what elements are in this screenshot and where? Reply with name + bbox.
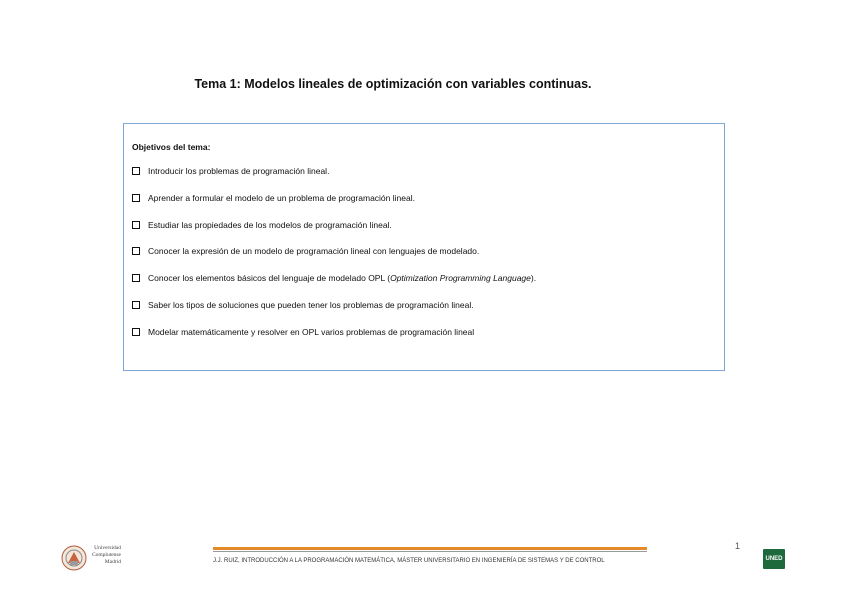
objectives-list xyxy=(132,166,536,354)
footer-divider-orange xyxy=(213,547,647,550)
ucm-name-line: Complutense xyxy=(91,552,121,558)
objective-text: Aprender a formular el modelo de un problema de programación lineal. xyxy=(148,192,415,203)
uned-logo: UNED xyxy=(763,549,785,569)
footer-divider-gray xyxy=(213,551,647,552)
objective-text: Conocer la expresión de un modelo de programación lineal con lenguajes de modelado. xyxy=(148,246,480,257)
objective-text: Introducir los problemas de programación lineal. xyxy=(148,166,330,176)
objective-text: Modelar matemáticamente y resolver en OPL varios problemas de programación lineal xyxy=(148,326,475,337)
objective-text-before: Conocer los elementos básicos del lenguaje de modelado OPL ( xyxy=(148,273,391,284)
list-item xyxy=(132,193,536,220)
list-item xyxy=(132,166,536,193)
objectives-heading: Objetivos del tema: xyxy=(132,142,211,152)
checkbox-bullet-icon xyxy=(132,194,140,202)
objective-text-after: ). xyxy=(530,273,537,284)
objective-text: Saber los tipos de soluciones que pueden tener los problemas de programación lineal. xyxy=(148,299,474,310)
objective-text xyxy=(148,273,536,283)
objectives-box xyxy=(123,123,725,371)
checkbox-bullet-icon xyxy=(132,247,140,255)
objective-text-italic: Optimization Programming Language xyxy=(390,273,531,284)
list-item xyxy=(132,273,536,300)
list-item xyxy=(132,327,536,354)
ucm-name-line: Madrid xyxy=(104,559,121,565)
objective-text: Estudiar las propiedades de los modelos de programación lineal. xyxy=(148,219,392,230)
list-item xyxy=(132,300,536,327)
checkbox-bullet-icon xyxy=(132,221,140,229)
list-item xyxy=(132,246,536,273)
checkbox-bullet-icon xyxy=(132,167,140,175)
checkbox-bullet-icon xyxy=(132,274,140,282)
checkbox-bullet-icon xyxy=(132,301,140,309)
list-item xyxy=(132,220,536,247)
ucm-name xyxy=(91,545,121,566)
ucm-name-line: Universidad xyxy=(94,545,121,551)
page-title: Tema 1: Modelos lineales de optimización con variables continuas. xyxy=(194,77,592,91)
footer-text: J.J. RUIZ, INTRODUCCIÓN A LA PROGRAMACIÓN MATEMÁTICA, MÁSTER UNIVERSITARIO EN INGENIERÍA DE SISTEMAS Y DE CONTROL xyxy=(213,558,605,564)
page-number: 1 xyxy=(735,541,741,551)
ucm-logo xyxy=(59,543,131,573)
checkbox-bullet-icon xyxy=(132,328,140,336)
university-seal-icon xyxy=(59,543,89,573)
